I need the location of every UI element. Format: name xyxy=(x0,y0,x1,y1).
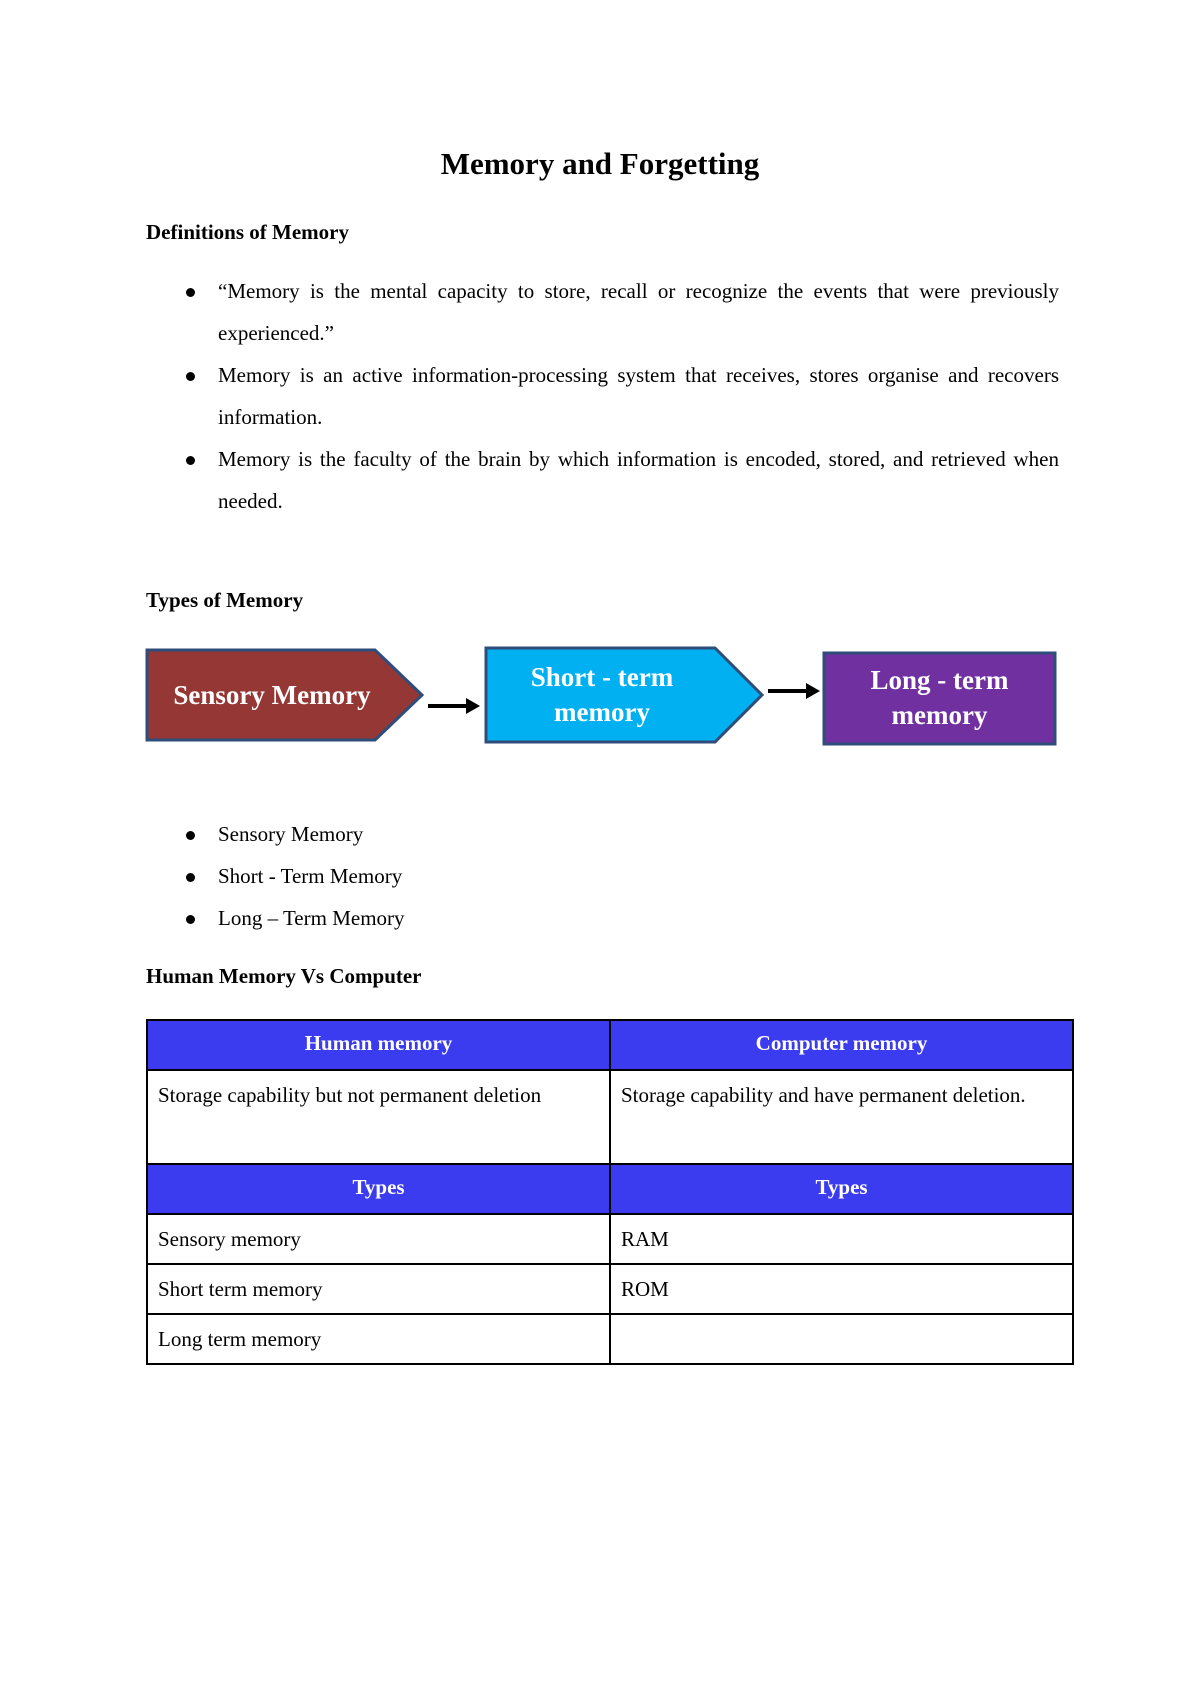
bullet-icon xyxy=(186,915,195,924)
table-row xyxy=(147,1214,1073,1264)
table-cell xyxy=(610,1314,1073,1364)
bullet-icon xyxy=(186,372,195,381)
list-item: Memory is the faculty of the brain by which information is encoded, stored, and retrieved when needed. xyxy=(146,438,1059,522)
table-row xyxy=(147,1314,1073,1364)
table-header-cell: Types xyxy=(147,1164,610,1214)
comparison-heading: Human Memory Vs Computer xyxy=(146,964,422,988)
comparison-table xyxy=(146,1019,1074,1365)
table-header-cell: Computer memory xyxy=(610,1020,1073,1070)
bullet-icon xyxy=(186,288,195,297)
bullet-icon xyxy=(186,873,195,882)
table-header-row xyxy=(147,1020,1073,1070)
definitions-heading: Definitions of Memory xyxy=(146,220,349,244)
table-header-row xyxy=(147,1164,1073,1214)
bullet-icon xyxy=(186,831,195,840)
page-title: Memory and Forgetting xyxy=(440,146,760,181)
table-header-cell: Types xyxy=(610,1164,1073,1214)
short-term-memory-label: Short - term memory xyxy=(530,662,674,727)
table-cell: Storage capability but not permanent deletion xyxy=(147,1070,610,1164)
types-list xyxy=(146,813,1059,939)
arrow-icon xyxy=(428,698,480,714)
list-item: “Memory is the mental capacity to store, recall or recognize the events that were previously experienced.” xyxy=(146,270,1059,354)
list-item: Short - Term Memory xyxy=(146,855,1059,897)
table-header-cell: Human memory xyxy=(147,1020,610,1070)
memory-flow-diagram xyxy=(0,640,1200,760)
list-item: Sensory Memory xyxy=(146,813,1059,855)
table-cell: ROM xyxy=(610,1264,1073,1314)
definitions-list xyxy=(146,270,1059,522)
long-term-memory-label: Long - term memory xyxy=(870,665,1009,730)
table-cell: Sensory memory xyxy=(147,1214,610,1264)
table-cell: Long term memory xyxy=(147,1314,610,1364)
table-row xyxy=(147,1264,1073,1314)
list-item: Memory is an active information-processing system that receives, stores organise and recovers information. xyxy=(146,354,1059,438)
arrow-icon xyxy=(768,683,820,699)
table-row xyxy=(147,1070,1073,1164)
sensory-memory-label: Sensory Memory xyxy=(173,680,371,710)
bullet-icon xyxy=(186,456,195,465)
table-cell: Storage capability and have permanent deletion. xyxy=(610,1070,1073,1164)
list-item: Long – Term Memory xyxy=(146,897,1059,939)
types-heading: Types of Memory xyxy=(146,588,304,612)
table-cell: Short term memory xyxy=(147,1264,610,1314)
table-cell: RAM xyxy=(610,1214,1073,1264)
